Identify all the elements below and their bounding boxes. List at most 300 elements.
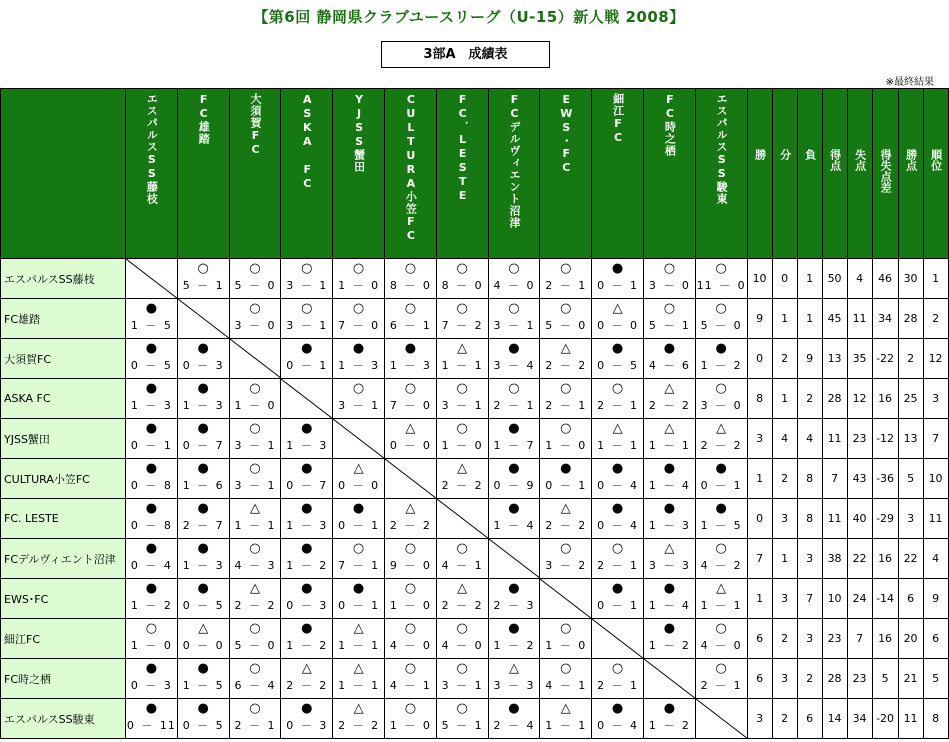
match-score: 7 － 0 <box>338 319 380 332</box>
result-mark: ○ <box>249 261 261 276</box>
match-result-cell <box>281 499 333 539</box>
stat-value: 2 <box>772 459 797 499</box>
result-mark: ○ <box>508 261 520 276</box>
result-mark: ○ <box>249 301 261 316</box>
match-result-cell <box>384 379 436 419</box>
match-score: 1 － 5 <box>182 679 224 692</box>
result-mark: ● <box>301 581 313 596</box>
match-score: 4 － 0 <box>493 279 535 292</box>
result-mark: ○ <box>197 261 209 276</box>
result-mark: △ <box>716 581 727 596</box>
stat-value: 23 <box>822 619 847 659</box>
match-score: 0 － 8 <box>130 519 172 532</box>
stat-value: 1 <box>772 299 797 339</box>
result-mark: △ <box>249 501 260 516</box>
match-result-cell <box>126 499 178 539</box>
match-result-cell <box>384 499 436 539</box>
stat-header <box>747 89 772 259</box>
match-score: 0 － 1 <box>130 439 172 452</box>
self-match-cell <box>333 419 385 459</box>
match-score: 9 － 0 <box>389 559 431 572</box>
team-name: FCデルヴィエント沼津 <box>1 539 126 579</box>
match-score: 1 － 4 <box>648 479 690 492</box>
match-score: 4 － 0 <box>389 639 431 652</box>
match-result-cell <box>333 539 385 579</box>
match-score: 0 － 4 <box>597 719 639 732</box>
opponent-header-label: FC．LESTE <box>456 93 470 203</box>
result-mark: ○ <box>404 581 417 596</box>
stat-value: 50 <box>822 259 847 299</box>
match-score: 5 － 0 <box>700 319 742 332</box>
stat-value: 7 <box>923 419 948 459</box>
stat-value: 11 <box>923 499 948 539</box>
match-result-cell <box>436 579 488 619</box>
stat-value: 5 <box>898 459 923 499</box>
result-mark: △ <box>664 421 675 436</box>
match-score: 0 － 1 <box>545 479 587 492</box>
match-result-cell <box>177 539 229 579</box>
match-result-cell <box>333 699 385 739</box>
match-score: 1 － 6 <box>182 479 224 492</box>
match-score: 6 － 4 <box>234 679 276 692</box>
result-mark: ○ <box>249 701 261 716</box>
match-result-cell <box>488 259 540 299</box>
result-mark: ● <box>508 461 520 476</box>
match-score: 1 － 3 <box>130 399 172 412</box>
stat-value: 3 <box>772 499 797 539</box>
stat-value: 30 <box>898 259 923 299</box>
match-result-cell <box>488 299 540 339</box>
stat-value: 3 <box>923 379 948 419</box>
self-match-cell <box>281 379 333 419</box>
match-result-cell <box>695 459 747 499</box>
match-score: 0 － 3 <box>130 679 172 692</box>
match-score: 1 － 1 <box>338 639 380 652</box>
match-result-cell <box>333 459 385 499</box>
match-score: 0 － 7 <box>286 479 328 492</box>
table-subtitle: 3部A 成績表 <box>381 41 550 68</box>
match-score: 4 － 1 <box>545 679 587 692</box>
match-score: 0 － 5 <box>182 719 224 732</box>
match-result-cell <box>488 619 540 659</box>
match-score: 2 － 2 <box>234 599 276 612</box>
stat-value: 1 <box>747 579 772 619</box>
match-score: 4 － 1 <box>389 679 431 692</box>
stat-value: 4 <box>923 539 948 579</box>
result-mark: ● <box>508 701 520 716</box>
result-mark: △ <box>353 661 364 676</box>
result-mark: △ <box>560 701 571 716</box>
result-mark: ● <box>611 701 624 716</box>
match-score: 1 － 1 <box>234 519 276 532</box>
opponent-header <box>333 89 385 259</box>
result-mark: ● <box>611 261 624 276</box>
result-mark: △ <box>301 661 312 676</box>
opponent-header-label: FCデルヴィエント沼津 <box>507 93 521 229</box>
match-result-cell <box>229 259 281 299</box>
match-score: 1 － 4 <box>648 599 690 612</box>
opponent-header-label: FC雄踏 <box>197 93 211 145</box>
match-result-cell <box>643 699 695 739</box>
result-mark: ○ <box>560 621 572 636</box>
table-row <box>1 699 949 739</box>
match-result-cell <box>436 299 488 339</box>
match-result-cell <box>643 299 695 339</box>
match-result-cell <box>592 259 644 299</box>
result-mark: ○ <box>249 621 261 636</box>
result-mark: △ <box>198 621 209 636</box>
stat-value: 1 <box>797 299 822 339</box>
stat-header-label: 失点 <box>853 149 867 171</box>
match-score: 5 － 1 <box>182 279 224 292</box>
diagonal-line <box>281 379 332 418</box>
stat-value: 46 <box>872 259 898 299</box>
stat-value: 5 <box>872 659 898 699</box>
result-mark: ○ <box>611 381 624 396</box>
match-result-cell <box>384 339 436 379</box>
result-mark: ● <box>611 501 624 516</box>
stat-value: 3 <box>772 579 797 619</box>
match-score: 0 － 8 <box>130 479 172 492</box>
match-result-cell <box>229 619 281 659</box>
match-result-cell <box>540 499 592 539</box>
result-mark: ○ <box>611 541 624 556</box>
match-score: 2 － 2 <box>700 439 742 452</box>
stat-value: 23 <box>847 659 872 699</box>
match-score: 1 － 3 <box>286 439 328 452</box>
diagonal-line <box>437 499 488 538</box>
result-mark: ○ <box>352 541 365 556</box>
match-score: 1 － 2 <box>493 639 535 652</box>
match-result-cell <box>126 699 178 739</box>
match-score: 4 － 3 <box>234 559 276 572</box>
match-score: 0 － 5 <box>597 359 639 372</box>
result-mark: ○ <box>560 381 572 396</box>
result-mark: ● <box>404 341 417 356</box>
result-mark: ○ <box>249 421 261 436</box>
match-score: 3 － 3 <box>648 559 690 572</box>
match-result-cell <box>281 579 333 619</box>
stat-value: -22 <box>872 339 898 379</box>
header-row <box>1 89 949 259</box>
result-mark: △ <box>612 301 623 316</box>
match-result-cell <box>384 659 436 699</box>
stat-header <box>772 89 797 259</box>
result-mark: ○ <box>404 661 417 676</box>
stat-value: 2 <box>797 379 822 419</box>
result-mark: ● <box>715 501 727 516</box>
stat-value: 10 <box>923 459 948 499</box>
match-result-cell <box>177 379 229 419</box>
stat-value: 23 <box>847 419 872 459</box>
match-result-cell <box>643 339 695 379</box>
opponent-header <box>488 89 540 259</box>
match-score: 3 － 1 <box>286 319 328 332</box>
match-result-cell <box>592 339 644 379</box>
match-result-cell <box>592 579 644 619</box>
match-score: 3 － 1 <box>441 399 483 412</box>
result-mark: ○ <box>560 261 572 276</box>
result-mark: ● <box>663 581 676 596</box>
match-score: 1 － 2 <box>286 639 328 652</box>
match-score: 0 － 0 <box>338 479 380 492</box>
result-mark: ● <box>145 541 158 556</box>
match-result-cell <box>488 419 540 459</box>
match-score: 8 － 0 <box>441 279 483 292</box>
opponent-header <box>592 89 644 259</box>
stat-value: 8 <box>923 699 948 739</box>
self-match-cell <box>643 659 695 699</box>
result-mark: ○ <box>145 621 158 636</box>
stat-value: 9 <box>747 299 772 339</box>
result-mark: ○ <box>560 541 572 556</box>
result-mark: △ <box>353 701 364 716</box>
match-score: 5 － 0 <box>234 639 276 652</box>
diagonal-line <box>540 579 591 618</box>
match-result-cell <box>643 459 695 499</box>
match-score: 0 － 4 <box>130 559 172 572</box>
result-mark: ○ <box>715 621 727 636</box>
match-score: 0 － 4 <box>597 479 639 492</box>
match-score: 1 － 0 <box>338 279 380 292</box>
match-result-cell <box>333 499 385 539</box>
match-score: 2 － 2 <box>441 479 483 492</box>
result-mark: ○ <box>352 381 365 396</box>
opponent-header <box>177 89 229 259</box>
team-name: FC雄踏 <box>1 299 126 339</box>
match-score: 5 － 1 <box>441 719 483 732</box>
match-score: 2 － 2 <box>648 399 690 412</box>
match-score: 3 － 4 <box>493 359 535 372</box>
result-mark: ● <box>197 461 209 476</box>
match-score: 0 － 1 <box>338 599 380 612</box>
match-score: 1 － 0 <box>389 719 431 732</box>
match-result-cell <box>126 619 178 659</box>
stat-value: 6 <box>797 699 822 739</box>
stat-value: 6 <box>898 579 923 619</box>
match-result-cell <box>695 299 747 339</box>
match-result-cell <box>540 419 592 459</box>
result-mark: ○ <box>611 661 624 676</box>
match-score: 3 － 2 <box>545 559 587 572</box>
result-mark: △ <box>508 661 519 676</box>
team-name: YJSS蟹田 <box>1 419 126 459</box>
stat-value: 28 <box>898 299 923 339</box>
match-result-cell <box>436 419 488 459</box>
result-mark: ○ <box>715 541 727 556</box>
match-result-cell <box>592 499 644 539</box>
result-mark: ○ <box>456 421 468 436</box>
result-mark: △ <box>612 421 623 436</box>
match-result-cell <box>643 619 695 659</box>
match-score: 2 － 1 <box>597 679 639 692</box>
match-result-cell <box>643 379 695 419</box>
result-mark: ● <box>508 501 520 516</box>
opponent-header-label: FC時之栖 <box>663 93 677 157</box>
match-score: 2 － 1 <box>234 719 276 732</box>
result-mark: ● <box>197 341 209 356</box>
match-result-cell <box>436 459 488 499</box>
stat-value: 28 <box>822 379 847 419</box>
final-result-note: ※最終結果 <box>885 77 934 88</box>
match-score: 2 － 1 <box>597 559 639 572</box>
match-score: 7 － 2 <box>441 319 483 332</box>
match-score: 2 － 1 <box>545 399 587 412</box>
opponent-header-label: 大須賀FC <box>248 93 262 157</box>
match-score: 0 － 3 <box>286 599 328 612</box>
match-result-cell <box>281 619 333 659</box>
match-result-cell <box>436 659 488 699</box>
match-score: 0 － 1 <box>700 479 742 492</box>
stat-value: 6 <box>923 619 948 659</box>
stat-value: 6 <box>747 659 772 699</box>
stat-value: -20 <box>872 699 898 739</box>
opponent-header <box>436 89 488 259</box>
result-mark: ○ <box>249 541 261 556</box>
match-score: 3 － 1 <box>493 319 535 332</box>
stat-value: 1 <box>797 259 822 299</box>
stat-value: 8 <box>797 459 822 499</box>
match-score: 1 － 1 <box>441 359 483 372</box>
result-mark: ● <box>301 701 313 716</box>
result-mark: ● <box>715 461 727 476</box>
match-score: 1 － 5 <box>700 519 742 532</box>
stat-value: 16 <box>872 619 898 659</box>
stat-value: 38 <box>822 539 847 579</box>
result-mark: ○ <box>249 661 261 676</box>
match-score: 5 － 0 <box>234 279 276 292</box>
stat-value: 7 <box>847 619 872 659</box>
match-result-cell <box>126 459 178 499</box>
match-result-cell <box>384 619 436 659</box>
team-name: CULTURA小笠FC <box>1 459 126 499</box>
match-score: 2 － 1 <box>545 279 587 292</box>
stat-value: 10 <box>747 259 772 299</box>
match-result-cell <box>592 459 644 499</box>
diagonal-line <box>696 699 747 738</box>
result-mark: ○ <box>560 301 572 316</box>
result-mark: ● <box>197 581 209 596</box>
match-result-cell <box>592 419 644 459</box>
match-score: 5 － 1 <box>648 319 690 332</box>
result-mark: ○ <box>508 381 520 396</box>
stat-value: 9 <box>797 339 822 379</box>
stat-value: 22 <box>847 539 872 579</box>
result-mark: △ <box>457 341 468 356</box>
result-mark: ○ <box>715 381 727 396</box>
result-mark: ● <box>560 461 572 476</box>
match-score: 2 － 2 <box>338 719 380 732</box>
table-row <box>1 619 949 659</box>
match-score: 1 － 3 <box>389 359 431 372</box>
result-mark: ● <box>301 621 313 636</box>
match-score: 0 － 4 <box>597 519 639 532</box>
stat-value: 3 <box>797 619 822 659</box>
match-score: 7 － 1 <box>338 559 380 572</box>
stat-header-label: 順位 <box>929 149 943 171</box>
match-result-cell <box>177 499 229 539</box>
match-result-cell <box>384 419 436 459</box>
table-row <box>1 259 949 299</box>
match-result-cell <box>695 659 747 699</box>
stat-header-label: 分 <box>778 149 792 160</box>
match-score: 0 － 3 <box>182 359 224 372</box>
team-name: 大須賀FC <box>1 339 126 379</box>
stat-value: 45 <box>822 299 847 339</box>
match-result-cell <box>384 539 436 579</box>
stat-value: 10 <box>822 579 847 619</box>
stat-value: 0 <box>772 259 797 299</box>
match-result-cell <box>126 379 178 419</box>
result-mark: ○ <box>249 461 261 476</box>
diagonal-line <box>644 659 695 698</box>
result-mark: ● <box>611 341 624 356</box>
team-name: ASKA FC <box>1 379 126 419</box>
match-result-cell <box>281 339 333 379</box>
result-mark: ● <box>145 701 158 716</box>
stat-value: 22 <box>898 539 923 579</box>
match-result-cell <box>488 579 540 619</box>
stat-value: 34 <box>847 699 872 739</box>
stat-value: 25 <box>898 379 923 419</box>
result-mark: ○ <box>456 301 468 316</box>
match-score: 1 － 3 <box>182 559 224 572</box>
match-result-cell <box>695 539 747 579</box>
result-mark: △ <box>353 621 364 636</box>
result-mark: △ <box>664 381 675 396</box>
match-score: 0 － 5 <box>130 359 172 372</box>
result-mark: ● <box>197 421 209 436</box>
match-result-cell <box>333 379 385 419</box>
standings-table <box>0 88 949 739</box>
match-score: 3 － 1 <box>338 399 380 412</box>
match-result-cell <box>436 339 488 379</box>
result-mark: △ <box>457 461 468 476</box>
result-mark: ○ <box>456 701 468 716</box>
match-result-cell <box>384 259 436 299</box>
stat-header <box>898 89 923 259</box>
match-score: 1 － 0 <box>441 439 483 452</box>
stat-value: 11 <box>847 299 872 339</box>
match-result-cell <box>229 499 281 539</box>
match-score: 4 － 1 <box>441 559 483 572</box>
diagonal-line <box>333 419 384 458</box>
opponent-header <box>643 89 695 259</box>
stat-value: 21 <box>898 659 923 699</box>
result-mark: ● <box>145 421 158 436</box>
stat-value: 14 <box>822 699 847 739</box>
match-result-cell <box>333 259 385 299</box>
match-score: 0 － 1 <box>597 599 639 612</box>
result-mark: ● <box>663 621 676 636</box>
match-result-cell <box>384 579 436 619</box>
match-result-cell <box>436 699 488 739</box>
stat-value: 3 <box>898 499 923 539</box>
stat-header <box>847 89 872 259</box>
stat-value: 4 <box>847 259 872 299</box>
match-result-cell <box>643 539 695 579</box>
match-score: 1 － 2 <box>130 599 172 612</box>
match-result-cell <box>488 499 540 539</box>
stat-value: 2 <box>797 659 822 699</box>
stat-value: 12 <box>847 379 872 419</box>
match-score: 1 － 1 <box>545 719 587 732</box>
match-result-cell <box>333 659 385 699</box>
result-mark: ● <box>508 621 520 636</box>
stat-value: 43 <box>847 459 872 499</box>
result-mark: ● <box>508 341 520 356</box>
match-result-cell <box>592 539 644 579</box>
